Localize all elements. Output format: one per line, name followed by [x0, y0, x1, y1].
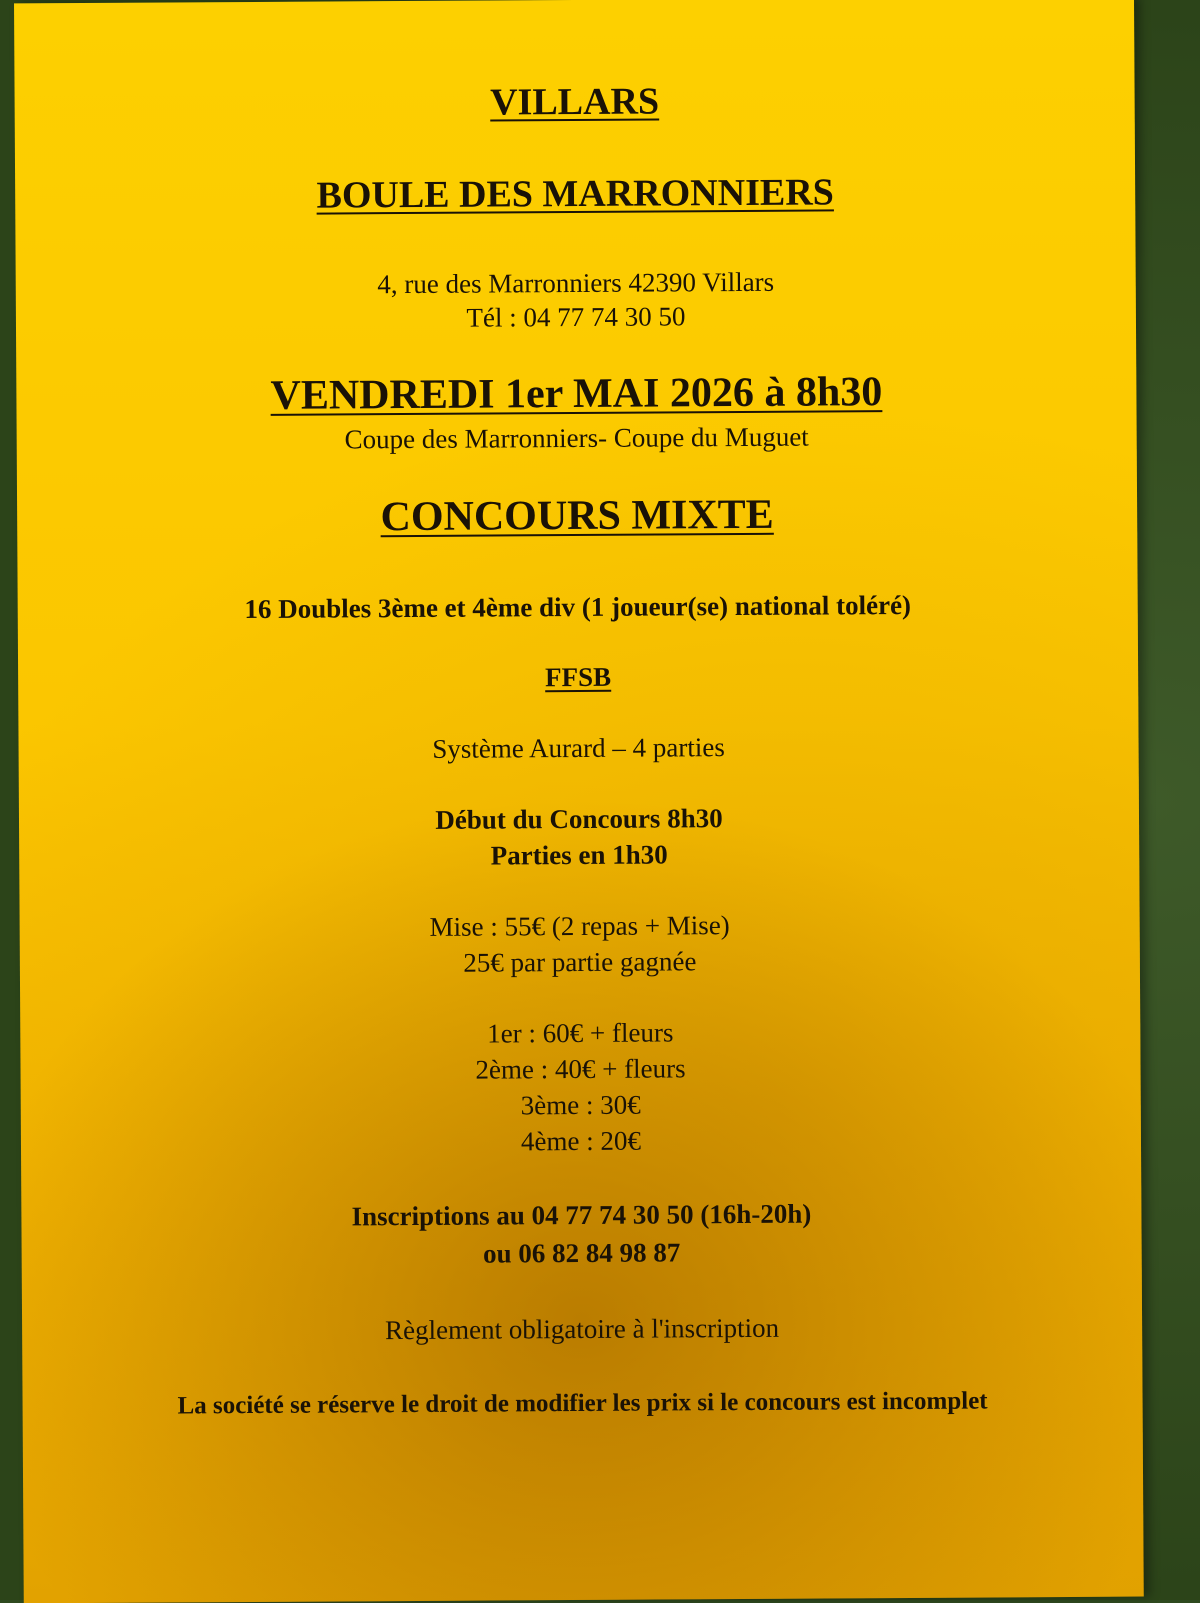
event-date: VENDREDI 1er MAI 2026 à 8h30 — [270, 369, 883, 419]
prize-third: 3ème : 30€ — [520, 1089, 641, 1121]
prize-fourth: 4ème : 20€ — [520, 1125, 642, 1157]
cups-text: Coupe des Marronniers- Coupe du Muguet — [344, 421, 809, 455]
start-time-text: Début du Concours 8h30 — [435, 803, 723, 835]
phone-text: Tél : 04 77 74 30 50 — [466, 301, 686, 333]
system-text: Système Aurard – 4 parties — [432, 732, 725, 764]
town-title: VILLARS — [490, 80, 660, 124]
disclaimer-text: La société se réserve le droit de modifier les prix si le concours est incomplet — [177, 1387, 988, 1420]
payment-text: Règlement obligatoire à l'inscription — [385, 1312, 780, 1346]
prize-second: 2ème : 40€ + fleurs — [475, 1053, 686, 1085]
per-win-text: 25€ par partie gagnée — [463, 946, 697, 978]
registration-text: Inscriptions au 04 77 74 30 50 (16h-20h) — [351, 1198, 812, 1232]
duration-text: Parties en 1h30 — [490, 839, 668, 871]
club-title: BOULE DES MARRONNIERS — [316, 171, 834, 217]
federation-text: FFSB — [545, 661, 612, 693]
prize-first: 1er : 60€ + fleurs — [487, 1017, 674, 1049]
registration-alt-text: ou 06 82 84 98 87 — [482, 1237, 681, 1269]
fee-text: Mise : 55€ (2 repas + Mise) — [429, 910, 730, 942]
address-text: 4, rue des Marronniers 42390 Villars — [377, 266, 775, 300]
flyer-paper — [14, 0, 1144, 1603]
event-title: CONCOURS MIXTE — [380, 491, 774, 541]
format-text: 16 Doubles 3ème et 4ème div (1 joueur(se) national toléré) — [244, 589, 912, 625]
